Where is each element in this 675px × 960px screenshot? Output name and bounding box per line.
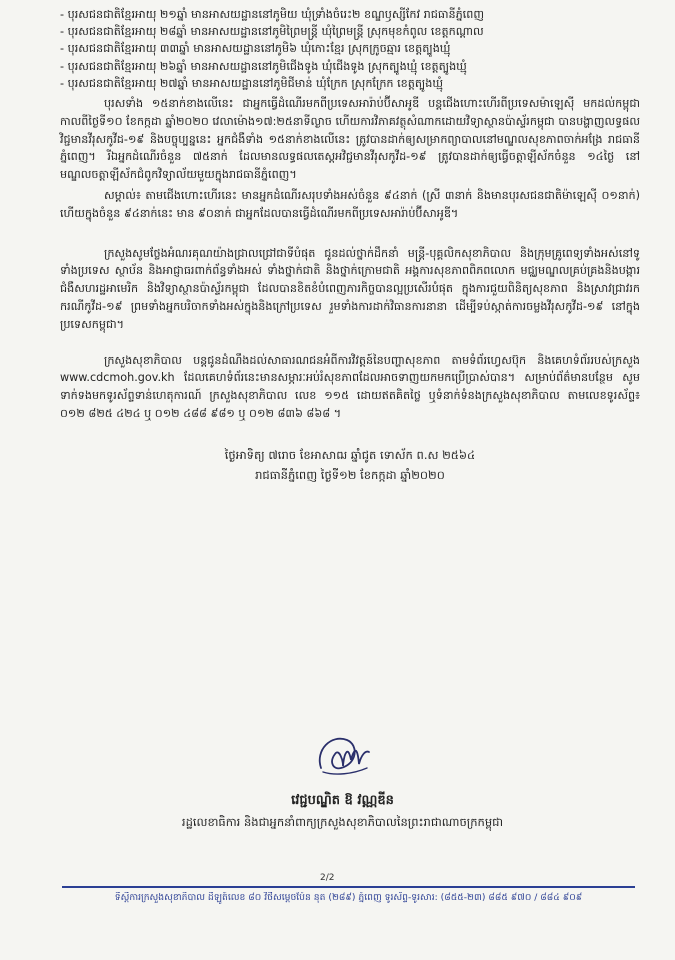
footer-address: ទីស្តីការក្រសួងសុខាភិបាល ដីឡូត៍លេខ ៨០ វិថីសម្តេចប៉ែន នុត (២៨៩) ភ្នំពេញ ទូរស័ព្ទ-ទូរសារ: (៨៥៥-២៣) ៨៨៥ ៩៧០ / ៨៨៤ ៩០៩: [114, 892, 583, 903]
paragraph-thanks: ក្រសួងសូមថ្លែងអំណរគុណយ៉ាងជ្រាលជ្រៅជាទីបំផុត ជូនដល់ថ្នាក់ដឹកនាំ មន្ត្រី-បុគ្គលិកសុខាភិបាល និងក្រុមគ្រូពេទ្យទាំងអស់នៅទូទាំងប្រទេស ស្ថាប័ន និងអាជ្ញាធរពាក់ព័ន្ធទាំងអស់ ទាំងថ្នាក់ជាតិ និងថ្នាក់ក្រោមជាតិ អង្គការសុខភាពពិភពលោក មជ្ឈមណ្ឌលគ្រប់គ្រងនិងបង្ការជំងឺសហរដ្ឋអាមេរិក និងវិទ្យាស្ថានប៉ាស្ទ័រកម្ពុជា ដែលបានខិតខំបំពេញភារកិច្ចបានល្អប្រសើរបំផុត ក្នុងការជួយពិនិត្យសុខភាព និងស្រាវជ្រាវរកករណីកូវីដ-១៩ ព្រមទាំងអ្នកបរិចាកទាំងអស់ក្នុងនិងក្រៅប្រទេស រួមទាំងការដាក់វិធានការនានា ដើម្បីទប់ស្កាត់ការចម្លងវីរុសកូវីដ-១៩ នៅក្នុងប្រទេសកម្ពុជា។: [60, 246, 640, 331]
page-number: 2/2: [320, 873, 335, 883]
date-solar: រាជធានីភ្នំពេញ ថ្ងៃទី១២ ខែកក្កដា ឆ្នាំ២០២០: [255, 467, 445, 482]
signature-image: [313, 730, 373, 780]
document-body: [60, 6, 640, 485]
date-lunar: ថ្ងៃអាទិត្យ ៧រោច ខែអាសាឍ ឆ្នាំជូត ទោស័ក ព.ស ២៥៦៤: [224, 447, 476, 462]
case-list: [60, 6, 640, 92]
footer-divider: [62, 886, 635, 888]
signatory-name: វេជ្ជបណ្ឌិត ឱ វណ្ណឌីន: [291, 793, 394, 808]
signatory-title: រដ្ឋលេខាធិការ និងជាអ្នកនាំពាក្យក្រសួងសុខាភិបាលនៃព្រះរាជាណាចក្រកម្ពុជា: [181, 815, 504, 829]
paragraph-contact-info: ក្រសួងសុខាភិបាល បន្តជូនដំណឹងដល់សាធារណជនអំពីការវិវត្តន៍នៃបញ្ហាសុខភាព តាមទំព័រហ្វេសប៊ុក និងគេហទំព័ររបស់ក្រសួង www.cdcmoh.gov.kh ដែលគេហទំព័រនេះមានសម្ភារៈអប់រំសុខភាពដែលអាចទាញយកមកប្រើប្រាស់បាន។ សម្រាប់ព័ត៌មានបន្ថែម សូមទាក់ទងមកទូរស័ព្ទទាន់ហេតុការណ៍ ក្រសួងសុខាភិបាល លេខ ១១៥ ដោយឥតគិតថ្លៃ ឬទំនាក់ទំនងក្រសួងសុខាភិបាល តាមលេខទូរស័ព្ទ៖ ០១២ ៨២៥ ៤២៤ ឬ ០១២ ៤៨៨ ៩៨១ ឬ ០១២ ៨៣៦ ៨៦៨ ។: [60, 353, 640, 420]
case-list-item: - បុរសជនជាតិខ្មែរអាយុ ២៧ឆ្នាំ មានអាសយដ្ឋាននៅភូមិជីមាន់ ឃុំក្រែក ស្រុកក្រែក ខេត្តត្បូងឃ្មុំ: [60, 76, 444, 90]
case-list-item: - បុរសជនជាតិខ្មែរអាយុ ២៦ឆ្នាំ មានអាសយដ្ឋាននៅភូមិជើងទូង ឃុំជើងទូង ស្រុកត្បូងឃ្មុំ ខេត្តត្បូងឃ្មុំ: [60, 59, 467, 73]
paragraph-cases-summary: បុរសទាំង ១៥នាក់ខាងលើនេះ ជាអ្នកធ្វើដំណើរមកពីប្រទេសអារ៉ាប់ប៊ីសាអូឌី បន្តជើងហោះហើរពីប្រទេសម៉ាឡេស៊ី មកដល់កម្ពុជា កាលពីថ្ងៃទី១០ ខែកក្កដា ឆ្នាំ២០២០ វេលាម៉ោង១៧:២៥នាទីល្ងាច ហើយការវិភាគវត្ថុសំណាកដោយវិទ្យាស្ថានប៉ាស្ទ័រកម្ពុជា បានបង្ហាញលទ្ធផល វិជ្ជមានវីរុសកូវីដ-១៩ និងបច្ចុប្បន្ននេះ អ្នកជំងឺទាំង ១៥នាក់ខាងលើនេះ ត្រូវបានដាក់ឲ្យសម្រាកព្យាបាលនៅមណ្ឌលសុខភាពចាក់អង្រែ រាជធានីភ្នំពេញ។ រីឯអ្នកដំណើរចំនួន ៧៥នាក់ ដែលមានលទ្ធផលតេស្តអវិជ្ជមានវីរុសកូវីដ-១៩ ត្រូវបានដាក់ឲ្យធ្វើចត្តាឡីស័កចំនួន ១៤ថ្ងៃ នៅមណ្ឌលចត្តាឡីស័កជំពូកវិទ្យាល័យមួយក្នុងរាជធានីភ្នំពេញ។: [60, 97, 640, 182]
case-list-item: - បុរសជនជាតិខ្មែរអាយុ ២៨ឆ្នាំ មានអាសយដ្ឋាននៅភូមិព្រៃមន្ត្រី ឃុំព្រៃមន្ត្រី ស្រុកមុខកំពូល ខេត្តកណ្ដាល: [60, 25, 484, 39]
case-list-item: - បុរសជនជាតិខ្មែរអាយុ ២១ឆ្នាំ មានអាសយដ្ឋាននៅភូមិយ ឃុំទ្រាំងចំរេះ២ ខណ្ឌឫស្សីកែវ រាជធានីភ្នំពេញ: [60, 8, 484, 21]
paragraph-note: សម្គាល់៖ តាមជើងហោះហើរនេះ មានអ្នកដំណើរសរុបទាំងអស់ចំនួន ៩៤នាក់ (ស្រី ៣នាក់ និងមានបុរសជនជាតិម៉ាឡេស៊ី ០១នាក់) ហើយក្នុងចំនួន ៩៤នាក់នេះ មាន ៩០នាក់ ជាអ្នកដែលបានធ្វើដំណើរមកពីប្រទេសអារ៉ាប់ប៊ីសាអូឌី។: [60, 189, 640, 220]
case-list-item: - បុរសជនជាតិខ្មែរអាយុ ៣៣ឆ្នាំ មានអាសយដ្ឋាននៅភូមិ៦ ឃុំកោះខ្មែរ ស្រុកក្រូចឆ្មារ ខេត្តត្បូងឃ្មុំ: [60, 42, 451, 56]
